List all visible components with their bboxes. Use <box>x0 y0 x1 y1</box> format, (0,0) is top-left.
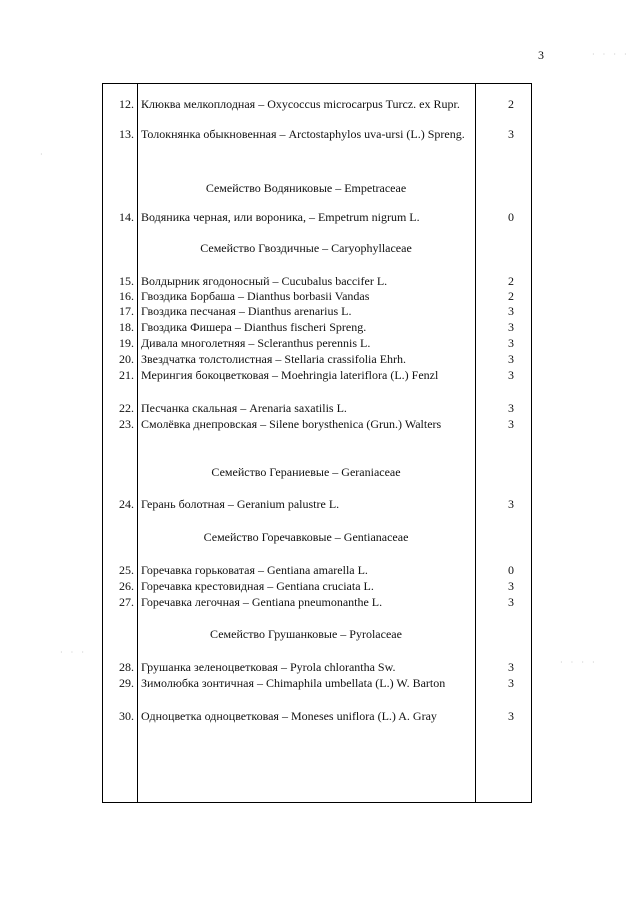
page-number: 3 <box>538 48 544 62</box>
species-name: Толокнянка обыкновенная – Arctostaphylos uva-ursi (L.) Spreng. <box>141 127 465 141</box>
category: 3 <box>508 304 514 318</box>
category: 3 <box>508 595 514 609</box>
species-name: Водяника черная, или вороника, – Empetrum nigrum L. <box>141 210 420 224</box>
species-name: Горечавка легочная – Gentiana pneumonanthe L. <box>141 595 383 609</box>
species-name: Грушанка зеленоцветковая – Pyrola chlorantha Sw. <box>141 660 396 674</box>
row-number: 26. <box>119 579 134 593</box>
row-number: 19. <box>119 336 134 350</box>
category: 3 <box>508 676 514 690</box>
row-number: 17. <box>119 304 134 318</box>
category: 3 <box>508 709 514 723</box>
species-name: Одноцветка одноцветковая – Moneses uniflora (L.) A. Gray <box>141 709 437 723</box>
category: 3 <box>508 320 514 334</box>
row-number: 16. <box>119 289 134 303</box>
row-number: 13. <box>119 127 134 141</box>
species-name: Клюква мелкоплодная – Oxycoccus microcarpus Turcz. ex Rupr. <box>141 97 460 111</box>
species-name: Мерингия бокоцветковая – Moehringia lateriflora (L.) Fenzl <box>141 368 439 382</box>
row-number: 18. <box>119 320 134 334</box>
category: 0 <box>508 563 514 577</box>
row-number: 14. <box>119 210 134 224</box>
category: 3 <box>508 352 514 366</box>
row-number: 20. <box>119 352 134 366</box>
row-number: 15. <box>119 274 134 288</box>
column-divider <box>475 84 476 802</box>
category: 3 <box>508 579 514 593</box>
species-name: Горечавка горьковатая – Gentiana amarella L. <box>141 563 368 577</box>
species-name: Горечавка крестовидная – Gentiana cruciata L. <box>141 579 374 593</box>
category: 2 <box>508 289 514 303</box>
species-table <box>102 83 532 803</box>
species-name: Гвоздика Борбаша – Dianthus borbasii Vandas <box>141 289 370 303</box>
species-name: Песчанка скальная – Arenaria saxatilis L. <box>141 401 347 415</box>
row-number: 22. <box>119 401 134 415</box>
row-number: 28. <box>119 660 134 674</box>
species-name: Дивала многолетняя – Scleranthus perennis L. <box>141 336 371 350</box>
scan-noise: · · · <box>60 648 87 657</box>
row-number: 30. <box>119 709 134 723</box>
species-name: Гвоздика песчаная – Dianthus arenarius L. <box>141 304 352 318</box>
family-heading: Семейство Гераниевые – Geraniaceae <box>211 465 401 479</box>
row-number: 29. <box>119 676 134 690</box>
species-name: Герань болотная – Geranium palustre L. <box>141 497 340 511</box>
scan-noise: · <box>40 150 46 159</box>
species-name: Гвоздика Фишера – Dianthus fischeri Spreng. <box>141 320 367 334</box>
category: 3 <box>508 336 514 350</box>
row-number: 27. <box>119 595 134 609</box>
species-name: Зимолюбка зонтичная – Chimaphila umbellata (L.) W. Barton <box>141 676 446 690</box>
row-number: 24. <box>119 497 134 511</box>
category: 2 <box>508 97 514 111</box>
row-number: 23. <box>119 417 134 431</box>
scan-noise: · · · · <box>560 658 598 667</box>
category: 3 <box>508 497 514 511</box>
family-heading: Семейство Грушанковые – Pyrolaceae <box>210 627 402 641</box>
category: 3 <box>508 401 514 415</box>
category: 3 <box>508 127 514 141</box>
family-heading: Семейство Водяниковые – Empetraceae <box>205 181 407 195</box>
category: 0 <box>508 210 514 224</box>
category: 3 <box>508 660 514 674</box>
family-heading: Семейство Гвоздичные – Caryophyllaceae <box>200 241 412 255</box>
species-name: Звездчатка толстолистная – Stellaria crassifolia Ehrh. <box>141 352 407 366</box>
species-name: Смолёвка днепровская – Silene borysthenica (Grun.) Walters <box>141 417 442 431</box>
row-number: 25. <box>119 563 134 577</box>
family-heading: Семейство Горечавковые – Gentianaceae <box>203 530 409 544</box>
row-number: 12. <box>119 97 134 111</box>
category: 2 <box>508 274 514 288</box>
scan-noise: · · · · <box>592 50 630 59</box>
species-name: Волдырник ягодоносный – Cucubalus baccifer L. <box>141 274 388 288</box>
row-number: 21. <box>119 368 134 382</box>
category: 3 <box>508 368 514 382</box>
category: 3 <box>508 417 514 431</box>
